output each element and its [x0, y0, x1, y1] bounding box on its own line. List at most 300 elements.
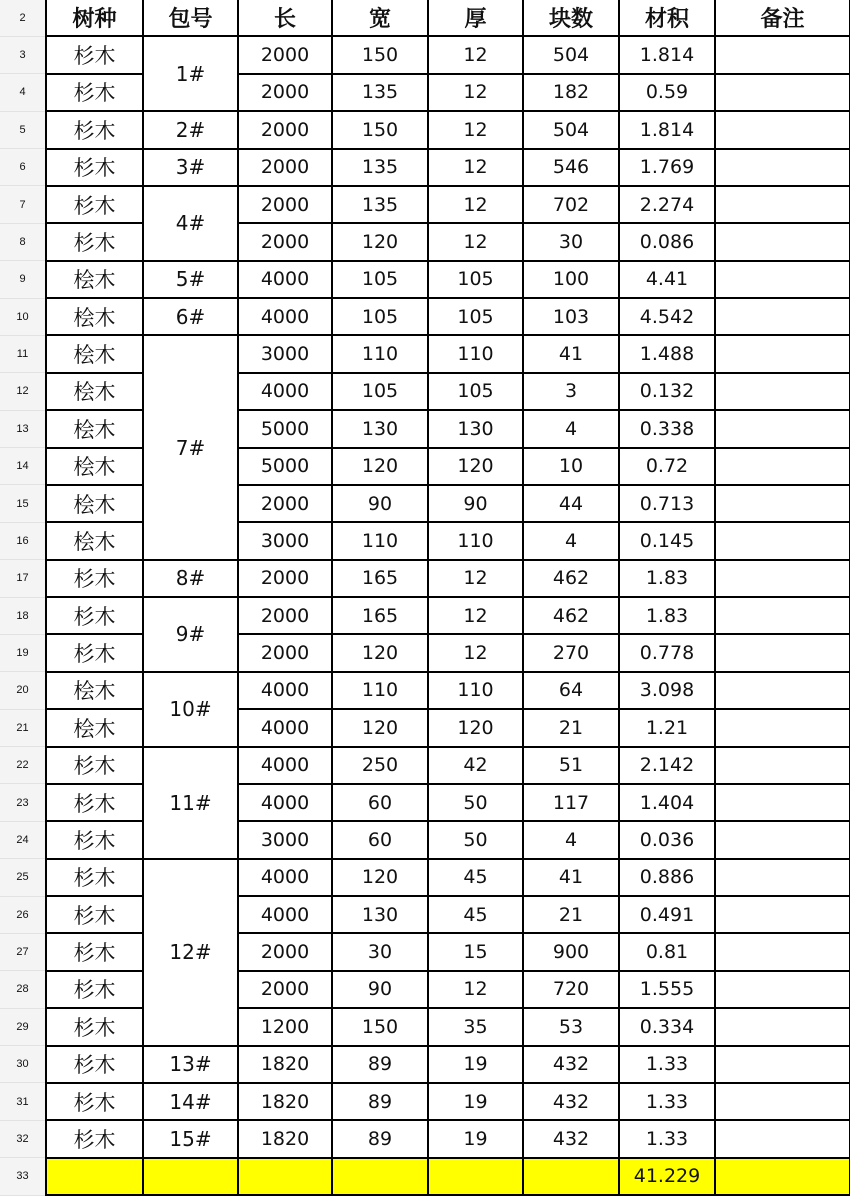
count-cell[interactable]: 462 — [523, 597, 619, 634]
species-cell[interactable]: 杉木 — [46, 821, 143, 858]
row-number[interactable]: 33 — [0, 1158, 46, 1195]
count-cell[interactable]: 21 — [523, 896, 619, 933]
remarks-cell[interactable] — [715, 1008, 850, 1045]
length-cell[interactable]: 4000 — [238, 261, 332, 298]
width-cell[interactable]: 135 — [332, 149, 428, 186]
remarks-cell[interactable] — [715, 186, 850, 223]
remarks-cell[interactable] — [715, 747, 850, 784]
volume-cell[interactable]: 0.491 — [619, 896, 715, 933]
length-cell[interactable]: 2000 — [238, 111, 332, 148]
species-cell[interactable]: 杉木 — [46, 634, 143, 671]
volume-cell[interactable]: 0.886 — [619, 859, 715, 896]
length-cell[interactable]: 2000 — [238, 634, 332, 671]
row-number[interactable]: 26 — [0, 896, 46, 933]
total-empty-cell[interactable] — [238, 1158, 332, 1195]
row-number[interactable]: 20 — [0, 672, 46, 709]
volume-cell[interactable]: 0.713 — [619, 485, 715, 522]
count-cell[interactable]: 10 — [523, 448, 619, 485]
remarks-cell[interactable] — [715, 485, 850, 522]
package-cell[interactable]: 10# — [143, 672, 238, 747]
remarks-cell[interactable] — [715, 149, 850, 186]
row-number[interactable]: 23 — [0, 784, 46, 821]
species-cell[interactable]: 桧木 — [46, 410, 143, 447]
species-cell[interactable]: 杉木 — [46, 597, 143, 634]
remarks-cell[interactable] — [715, 933, 850, 970]
thickness-cell[interactable]: 105 — [428, 261, 523, 298]
table-row — [0, 821, 850, 858]
width-cell[interactable]: 130 — [332, 410, 428, 447]
thickness-cell[interactable]: 12 — [428, 597, 523, 634]
total-empty-cell[interactable] — [428, 1158, 523, 1195]
species-cell[interactable]: 桧木 — [46, 373, 143, 410]
remarks-cell[interactable] — [715, 522, 850, 559]
row-number[interactable]: 19 — [0, 634, 46, 671]
volume-cell[interactable]: 1.83 — [619, 560, 715, 597]
thickness-cell[interactable]: 35 — [428, 1008, 523, 1045]
volume-cell[interactable]: 1.33 — [619, 1120, 715, 1157]
species-cell[interactable]: 桧木 — [46, 522, 143, 559]
total-empty-cell[interactable] — [332, 1158, 428, 1195]
table-row — [0, 896, 850, 933]
package-cell[interactable]: 9# — [143, 597, 238, 672]
thickness-cell[interactable]: 110 — [428, 522, 523, 559]
species-cell[interactable]: 桧木 — [46, 335, 143, 372]
remarks-cell[interactable] — [715, 709, 850, 746]
length-cell[interactable]: 3000 — [238, 522, 332, 559]
volume-cell[interactable]: 2.142 — [619, 747, 715, 784]
table-row — [0, 672, 850, 709]
remarks-cell[interactable] — [715, 373, 850, 410]
volume-cell[interactable]: 0.334 — [619, 1008, 715, 1045]
count-cell[interactable]: 21 — [523, 709, 619, 746]
package-cell[interactable]: 4# — [143, 186, 238, 261]
width-cell[interactable]: 150 — [332, 111, 428, 148]
count-cell[interactable]: 546 — [523, 149, 619, 186]
width-cell[interactable]: 105 — [332, 373, 428, 410]
remarks-cell[interactable] — [715, 1083, 850, 1120]
length-cell[interactable]: 5000 — [238, 410, 332, 447]
count-cell[interactable]: 4 — [523, 522, 619, 559]
row-number[interactable]: 5 — [0, 111, 46, 148]
count-cell[interactable]: 41 — [523, 335, 619, 372]
remarks-cell[interactable] — [715, 821, 850, 858]
row-number[interactable]: 28 — [0, 971, 46, 1008]
length-cell[interactable]: 4000 — [238, 747, 332, 784]
row-number[interactable]: 13 — [0, 410, 46, 447]
row-number[interactable]: 18 — [0, 597, 46, 634]
volume-cell[interactable]: 1.21 — [619, 709, 715, 746]
count-cell[interactable]: 720 — [523, 971, 619, 1008]
species-cell[interactable]: 桧木 — [46, 709, 143, 746]
length-cell[interactable]: 4000 — [238, 298, 332, 335]
table-row — [0, 149, 850, 186]
table-row — [0, 560, 850, 597]
thickness-cell[interactable]: 50 — [428, 784, 523, 821]
total-empty-cell[interactable] — [143, 1158, 238, 1195]
thickness-cell[interactable]: 12 — [428, 560, 523, 597]
row-number[interactable]: 14 — [0, 448, 46, 485]
thickness-cell[interactable]: 50 — [428, 821, 523, 858]
length-cell[interactable]: 4000 — [238, 859, 332, 896]
thickness-cell[interactable]: 110 — [428, 672, 523, 709]
thickness-cell[interactable]: 12 — [428, 74, 523, 111]
species-cell[interactable]: 杉木 — [46, 1046, 143, 1083]
species-cell[interactable]: 杉木 — [46, 859, 143, 896]
package-cell[interactable]: 8# — [143, 560, 238, 597]
package-cell[interactable]: 12# — [143, 859, 238, 1046]
remarks-cell[interactable] — [715, 896, 850, 933]
length-cell[interactable]: 1200 — [238, 1008, 332, 1045]
thickness-cell[interactable]: 12 — [428, 149, 523, 186]
length-cell[interactable]: 2000 — [238, 149, 332, 186]
length-cell[interactable]: 3000 — [238, 821, 332, 858]
total-volume-cell[interactable]: 41.229 — [619, 1158, 715, 1195]
width-cell[interactable]: 60 — [332, 784, 428, 821]
header-row — [0, 0, 850, 36]
table-row — [0, 36, 850, 73]
row-number[interactable]: 27 — [0, 933, 46, 970]
width-cell[interactable]: 130 — [332, 896, 428, 933]
thickness-cell[interactable]: 12 — [428, 186, 523, 223]
package-cell[interactable]: 11# — [143, 747, 238, 859]
column-header-width[interactable]: 宽 — [332, 0, 428, 36]
volume-cell[interactable]: 0.338 — [619, 410, 715, 447]
package-cell[interactable]: 7# — [143, 335, 238, 559]
row-number[interactable]: 7 — [0, 186, 46, 223]
length-cell[interactable]: 1820 — [238, 1120, 332, 1157]
length-cell[interactable]: 2000 — [238, 933, 332, 970]
row-number[interactable]: 17 — [0, 560, 46, 597]
species-cell[interactable]: 杉木 — [46, 149, 143, 186]
count-cell[interactable]: 504 — [523, 36, 619, 73]
remarks-cell[interactable] — [715, 1046, 850, 1083]
table-row — [0, 784, 850, 821]
species-cell[interactable]: 杉木 — [46, 1008, 143, 1045]
table-row — [0, 522, 850, 559]
width-cell[interactable]: 150 — [332, 1008, 428, 1045]
species-cell[interactable]: 杉木 — [46, 186, 143, 223]
remarks-cell[interactable] — [715, 36, 850, 73]
width-cell[interactable]: 105 — [332, 298, 428, 335]
volume-cell[interactable]: 4.41 — [619, 261, 715, 298]
remarks-cell[interactable] — [715, 859, 850, 896]
table-row — [0, 1083, 850, 1120]
species-cell[interactable]: 杉木 — [46, 111, 143, 148]
length-cell[interactable]: 1820 — [238, 1083, 332, 1120]
total-empty-cell[interactable] — [715, 1158, 850, 1195]
count-cell[interactable]: 41 — [523, 859, 619, 896]
column-header-volume[interactable]: 材积 — [619, 0, 715, 36]
row-number[interactable]: 6 — [0, 149, 46, 186]
table-row — [0, 597, 850, 634]
length-cell[interactable]: 2000 — [238, 485, 332, 522]
count-cell[interactable]: 432 — [523, 1083, 619, 1120]
width-cell[interactable]: 110 — [332, 672, 428, 709]
length-cell[interactable]: 4000 — [238, 784, 332, 821]
volume-cell[interactable]: 0.72 — [619, 448, 715, 485]
width-cell[interactable]: 30 — [332, 933, 428, 970]
count-cell[interactable]: 702 — [523, 186, 619, 223]
volume-cell[interactable]: 1.814 — [619, 36, 715, 73]
table-row — [0, 1046, 850, 1083]
remarks-cell[interactable] — [715, 410, 850, 447]
row-number[interactable]: 15 — [0, 485, 46, 522]
row-number[interactable]: 31 — [0, 1083, 46, 1120]
row-number[interactable]: 8 — [0, 223, 46, 260]
thickness-cell[interactable]: 105 — [428, 298, 523, 335]
package-cell[interactable]: 14# — [143, 1083, 238, 1120]
count-cell[interactable]: 3 — [523, 373, 619, 410]
column-header-length[interactable]: 长 — [238, 0, 332, 36]
thickness-cell[interactable]: 19 — [428, 1046, 523, 1083]
length-cell[interactable]: 2000 — [238, 560, 332, 597]
row-number[interactable]: 3 — [0, 36, 46, 73]
width-cell[interactable]: 250 — [332, 747, 428, 784]
width-cell[interactable]: 120 — [332, 223, 428, 260]
column-header-remarks[interactable]: 备注 — [715, 0, 850, 36]
count-cell[interactable]: 53 — [523, 1008, 619, 1045]
row-number[interactable]: 32 — [0, 1120, 46, 1157]
count-cell[interactable]: 270 — [523, 634, 619, 671]
table-row — [0, 223, 850, 260]
package-cell[interactable]: 13# — [143, 1046, 238, 1083]
count-cell[interactable]: 504 — [523, 111, 619, 148]
species-cell[interactable]: 杉木 — [46, 747, 143, 784]
length-cell[interactable]: 2000 — [238, 36, 332, 73]
thickness-cell[interactable]: 19 — [428, 1083, 523, 1120]
remarks-cell[interactable] — [715, 111, 850, 148]
species-cell[interactable]: 杉木 — [46, 1083, 143, 1120]
row-number[interactable]: 25 — [0, 859, 46, 896]
row-number[interactable]: 16 — [0, 522, 46, 559]
width-cell[interactable]: 135 — [332, 74, 428, 111]
thickness-cell[interactable]: 12 — [428, 111, 523, 148]
row-number[interactable]: 30 — [0, 1046, 46, 1083]
thickness-cell[interactable]: 15 — [428, 933, 523, 970]
row-number[interactable]: 11 — [0, 335, 46, 372]
thickness-cell[interactable]: 130 — [428, 410, 523, 447]
row-number[interactable]: 12 — [0, 373, 46, 410]
volume-cell[interactable]: 1.33 — [619, 1046, 715, 1083]
species-cell[interactable]: 桧木 — [46, 448, 143, 485]
species-cell[interactable]: 杉木 — [46, 971, 143, 1008]
count-cell[interactable]: 100 — [523, 261, 619, 298]
count-cell[interactable]: 44 — [523, 485, 619, 522]
table-row — [0, 485, 850, 522]
remarks-cell[interactable] — [715, 298, 850, 335]
table-row — [0, 1008, 850, 1045]
total-empty-cell[interactable] — [523, 1158, 619, 1195]
species-cell[interactable]: 杉木 — [46, 933, 143, 970]
count-cell[interactable]: 51 — [523, 747, 619, 784]
remarks-cell[interactable] — [715, 971, 850, 1008]
package-cell[interactable]: 5# — [143, 261, 238, 298]
package-cell[interactable]: 2# — [143, 111, 238, 148]
count-cell[interactable]: 117 — [523, 784, 619, 821]
package-cell[interactable]: 3# — [143, 149, 238, 186]
length-cell[interactable]: 4000 — [238, 672, 332, 709]
count-cell[interactable]: 900 — [523, 933, 619, 970]
package-cell[interactable]: 15# — [143, 1120, 238, 1157]
thickness-cell[interactable]: 120 — [428, 709, 523, 746]
volume-cell[interactable]: 0.086 — [619, 223, 715, 260]
width-cell[interactable]: 120 — [332, 859, 428, 896]
table-row — [0, 709, 850, 746]
thickness-cell[interactable]: 12 — [428, 634, 523, 671]
row-number[interactable]: 9 — [0, 261, 46, 298]
table-row — [0, 373, 850, 410]
species-cell[interactable]: 杉木 — [46, 36, 143, 73]
species-cell[interactable]: 杉木 — [46, 560, 143, 597]
volume-cell[interactable]: 0.81 — [619, 933, 715, 970]
length-cell[interactable]: 2000 — [238, 597, 332, 634]
table-row — [0, 1120, 850, 1157]
volume-cell[interactable]: 0.778 — [619, 634, 715, 671]
species-cell[interactable]: 桧木 — [46, 485, 143, 522]
thickness-cell[interactable]: 90 — [428, 485, 523, 522]
count-cell[interactable]: 64 — [523, 672, 619, 709]
width-cell[interactable]: 110 — [332, 522, 428, 559]
remarks-cell[interactable] — [715, 597, 850, 634]
width-cell[interactable]: 135 — [332, 186, 428, 223]
table-row — [0, 933, 850, 970]
species-cell[interactable]: 杉木 — [46, 1120, 143, 1157]
row-number[interactable]: 4 — [0, 74, 46, 111]
species-cell[interactable]: 桧木 — [46, 672, 143, 709]
width-cell[interactable]: 89 — [332, 1046, 428, 1083]
width-cell[interactable]: 90 — [332, 971, 428, 1008]
length-cell[interactable]: 2000 — [238, 971, 332, 1008]
width-cell[interactable]: 90 — [332, 485, 428, 522]
remarks-cell[interactable] — [715, 560, 850, 597]
remarks-cell[interactable] — [715, 448, 850, 485]
count-cell[interactable]: 432 — [523, 1120, 619, 1157]
table-row — [0, 298, 850, 335]
table-row — [0, 111, 850, 148]
remarks-cell[interactable] — [715, 1120, 850, 1157]
volume-cell[interactable]: 1.404 — [619, 784, 715, 821]
volume-cell[interactable]: 4.542 — [619, 298, 715, 335]
volume-cell[interactable]: 0.132 — [619, 373, 715, 410]
width-cell[interactable]: 60 — [332, 821, 428, 858]
thickness-cell[interactable]: 45 — [428, 896, 523, 933]
count-cell[interactable]: 432 — [523, 1046, 619, 1083]
volume-cell[interactable]: 1.488 — [619, 335, 715, 372]
table-row — [0, 335, 850, 372]
species-cell[interactable]: 桧木 — [46, 261, 143, 298]
length-cell[interactable]: 2000 — [238, 186, 332, 223]
width-cell[interactable]: 120 — [332, 634, 428, 671]
remarks-cell[interactable] — [715, 74, 850, 111]
length-cell[interactable]: 4000 — [238, 709, 332, 746]
thickness-cell[interactable]: 105 — [428, 373, 523, 410]
thickness-cell[interactable]: 110 — [428, 335, 523, 372]
volume-cell[interactable]: 2.274 — [619, 186, 715, 223]
thickness-cell[interactable]: 42 — [428, 747, 523, 784]
remarks-cell[interactable] — [715, 335, 850, 372]
column-header-piece-count[interactable]: 块数 — [523, 0, 619, 36]
width-cell[interactable]: 105 — [332, 261, 428, 298]
volume-cell[interactable]: 0.145 — [619, 522, 715, 559]
remarks-cell[interactable] — [715, 261, 850, 298]
table-row — [0, 971, 850, 1008]
species-cell[interactable]: 杉木 — [46, 74, 143, 111]
total-empty-cell[interactable] — [46, 1158, 143, 1195]
thickness-cell[interactable]: 12 — [428, 971, 523, 1008]
row-number[interactable]: 24 — [0, 821, 46, 858]
table-row — [0, 74, 850, 111]
length-cell[interactable]: 3000 — [238, 335, 332, 372]
count-cell[interactable]: 4 — [523, 410, 619, 447]
length-cell[interactable]: 1820 — [238, 1046, 332, 1083]
table-row — [0, 410, 850, 447]
column-header-package-no[interactable]: 包号 — [143, 0, 238, 36]
width-cell[interactable]: 120 — [332, 709, 428, 746]
table-row — [0, 448, 850, 485]
length-cell[interactable]: 2000 — [238, 74, 332, 111]
width-cell[interactable]: 110 — [332, 335, 428, 372]
volume-cell[interactable]: 3.098 — [619, 672, 715, 709]
row-number[interactable]: 21 — [0, 709, 46, 746]
volume-cell[interactable]: 1.814 — [619, 111, 715, 148]
volume-cell[interactable]: 1.555 — [619, 971, 715, 1008]
volume-cell[interactable]: 1.83 — [619, 597, 715, 634]
volume-cell[interactable]: 1.33 — [619, 1083, 715, 1120]
column-header-thickness[interactable]: 厚 — [428, 0, 523, 36]
row-number[interactable]: 29 — [0, 1008, 46, 1045]
remarks-cell[interactable] — [715, 672, 850, 709]
count-cell[interactable]: 182 — [523, 74, 619, 111]
species-cell[interactable]: 杉木 — [46, 896, 143, 933]
width-cell[interactable]: 165 — [332, 560, 428, 597]
species-cell[interactable]: 杉木 — [46, 223, 143, 260]
thickness-cell[interactable]: 12 — [428, 36, 523, 73]
species-cell[interactable]: 杉木 — [46, 784, 143, 821]
count-cell[interactable]: 462 — [523, 560, 619, 597]
species-cell[interactable]: 桧木 — [46, 298, 143, 335]
volume-cell[interactable]: 0.59 — [619, 74, 715, 111]
volume-cell[interactable]: 0.036 — [619, 821, 715, 858]
length-cell[interactable]: 4000 — [238, 896, 332, 933]
thickness-cell[interactable]: 120 — [428, 448, 523, 485]
width-cell[interactable]: 120 — [332, 448, 428, 485]
width-cell[interactable]: 89 — [332, 1120, 428, 1157]
thickness-cell[interactable]: 45 — [428, 859, 523, 896]
table-row — [0, 261, 850, 298]
column-header-species[interactable]: 树种 — [46, 0, 143, 36]
remarks-cell[interactable] — [715, 634, 850, 671]
length-cell[interactable]: 2000 — [238, 223, 332, 260]
volume-cell[interactable]: 1.769 — [619, 149, 715, 186]
thickness-cell[interactable]: 12 — [428, 223, 523, 260]
package-cell[interactable]: 6# — [143, 298, 238, 335]
package-cell[interactable]: 1# — [143, 36, 238, 111]
width-cell[interactable]: 89 — [332, 1083, 428, 1120]
thickness-cell[interactable]: 19 — [428, 1120, 523, 1157]
row-number[interactable]: 10 — [0, 298, 46, 335]
count-cell[interactable]: 103 — [523, 298, 619, 335]
length-cell[interactable]: 4000 — [238, 373, 332, 410]
remarks-cell[interactable] — [715, 784, 850, 821]
row-number[interactable]: 2 — [0, 0, 46, 36]
length-cell[interactable]: 5000 — [238, 448, 332, 485]
width-cell[interactable]: 150 — [332, 36, 428, 73]
row-number[interactable]: 22 — [0, 747, 46, 784]
count-cell[interactable]: 4 — [523, 821, 619, 858]
width-cell[interactable]: 165 — [332, 597, 428, 634]
remarks-cell[interactable] — [715, 223, 850, 260]
count-cell[interactable]: 30 — [523, 223, 619, 260]
